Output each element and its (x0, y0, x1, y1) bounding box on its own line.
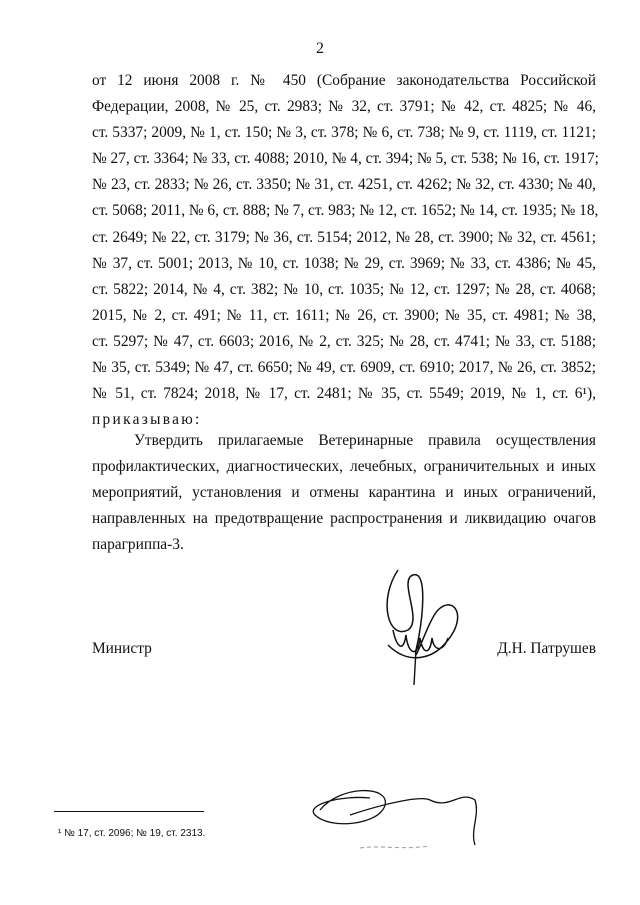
certification-signature (300, 770, 500, 860)
order-line: Утвердить прилагаемые Ветеринарные правила осуществления (134, 432, 596, 449)
preamble-line: от 12 июня 2008 г. № 450 (Собрание законодательства Российской (92, 72, 596, 89)
preamble-line: № 27, ст. 3364; № 33, ст. 4088; 2010, № 4, ст. 394; № 5, ст. 538; № 16, ст. 1917; (92, 150, 599, 168)
order-paragraph (92, 428, 596, 558)
preamble-line: № 23, ст. 2833; № 26, ст. 3350; № 31, ст. 4251, ст. 4262; № 32, ст. 4330; № 40, (92, 176, 596, 194)
preamble-line: Федерации, 2008, № 25, ст. 2983; № 32, ст. 3791; № 42, ст. 4825; № 46, (92, 98, 596, 116)
footnote: ¹ № 17, ст. 2096; № 19, ст. 2313. (58, 828, 206, 839)
preamble-line: ст. 2649; № 22, ст. 3179; № 36, ст. 5154; 2012, № 28, ст. 3900; № 32, ст. 4561; (92, 228, 596, 246)
order-line: парагриппа-3. (92, 536, 184, 554)
preamble-line: ст. 5822; 2014, № 4, ст. 382; № 10, ст. 1035; № 12, ст. 1297; № 28, ст. 4068; (92, 280, 596, 298)
preamble-line: 2015, № 2, ст. 491; № 11, ст. 1611; № 26, ст. 3900; № 35, ст. 4981; № 38, (92, 306, 596, 324)
preamble-line: ст. 5297; № 47, ст. 6603; 2016, № 2, ст. 325; № 28, ст. 4741; № 33, ст. 5188; (92, 332, 596, 350)
preamble-line: № 51, ст. 7824; 2018, № 17, ст. 2481; № 35, ст. 5549; 2019, № 1, ст. 6¹), (92, 385, 596, 403)
order-line: направленных на предотвращение распространения и ликвидацию очагов (92, 510, 596, 528)
preamble-text (92, 68, 599, 433)
footnote-divider (54, 811, 204, 812)
preamble-line: № 37, ст. 5001; 2013, № 10, ст. 1038; № 29, ст. 3969; № 33, ст. 4386; № 45, (92, 254, 596, 272)
order-word: приказываю: (92, 411, 202, 429)
signer-name: Д.Н. Патрушев (497, 640, 596, 657)
order-line: профилактических, диагностических, лечебных, ограничительных и иных (92, 458, 596, 476)
order-line: мероприятий, установления и отмены карантина и иных ограничений, (92, 484, 596, 502)
preamble-line: ст. 5068; 2011, № 6, ст. 888; № 7, ст. 983; № 12, ст. 1652; № 14, ст. 1935; № 18, (92, 202, 599, 220)
preamble-line: № 35, ст. 5349; № 47, ст. 6650; № 49, ст. 6909, ст. 6910; 2017, № 26, ст. 3852; (92, 359, 596, 377)
page-number: 2 (316, 40, 324, 57)
minister-signature (368, 560, 478, 690)
preamble-line: ст. 5337; 2009, № 1, ст. 150; № 3, ст. 378; № 6, ст. 738; № 9, ст. 1119, ст. 1121; (92, 124, 596, 142)
minister-label: Министр (92, 640, 152, 657)
